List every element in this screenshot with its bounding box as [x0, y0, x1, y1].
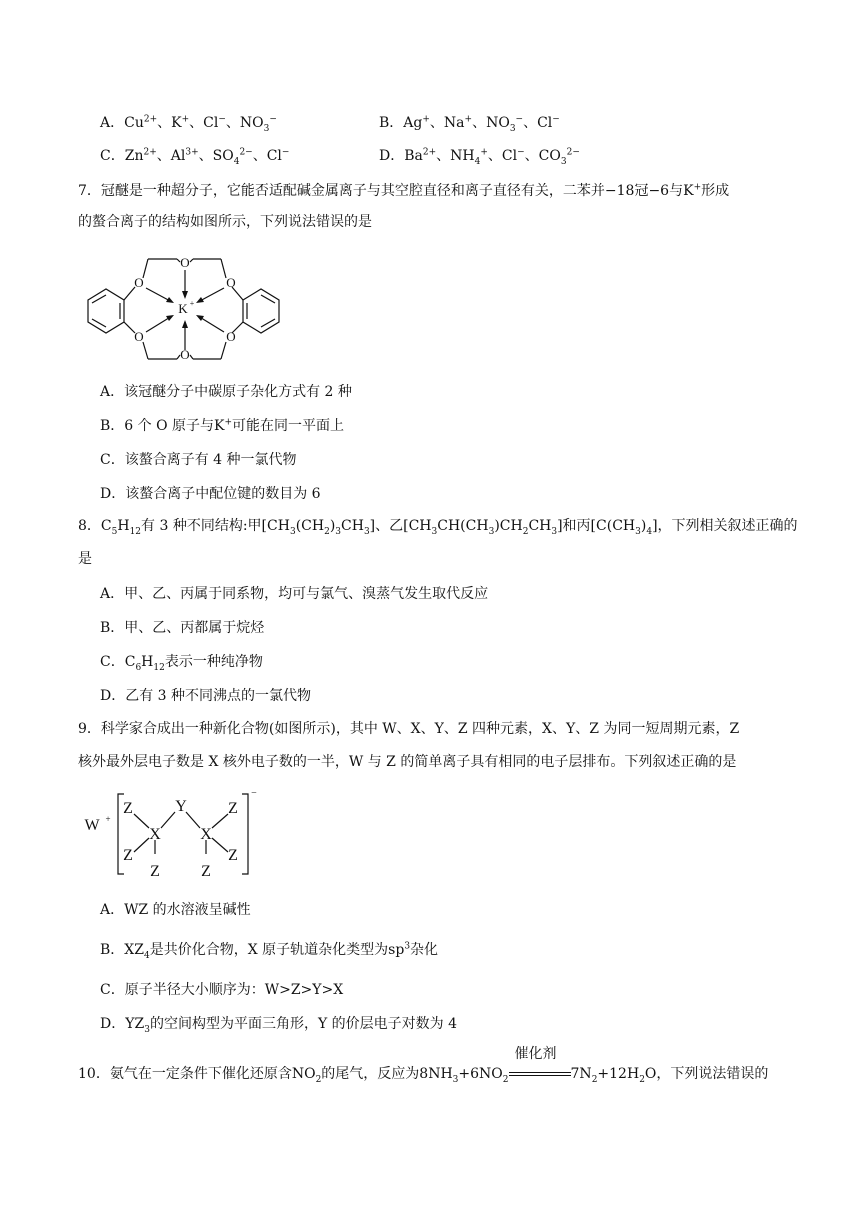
- x-atom-label: X: [200, 826, 212, 843]
- w-atom-label: W: [84, 817, 100, 834]
- q6-option-c: C．$Zn^{2+}$、$Al^{3+}$、$SO_4^{2-}$、Cl−: [100, 147, 290, 167]
- q7-option-a: A．该冠醚分子中碳原子杂化方式有 2 种: [100, 384, 352, 400]
- x-atom-label: X: [149, 826, 161, 843]
- q9-option-d: D．$YZ_3$的空间构型为平面三角形，Y 的价层电子对数为 4: [100, 1016, 458, 1035]
- oxygen-label: O: [134, 329, 144, 344]
- q9-option-b: B．$XZ_4$是共价化合物，X 原子轨道杂化类型为$sp^3$杂化: [100, 941, 439, 961]
- q9-stem-line2: 核外最外层电子数是 X 核外电子数的一半，W 与 Z 的简单离子具有相同的电子层排布。下列叙述正确的是: [78, 754, 737, 770]
- q8-stem-line1: 8．$C_5H_{12}$有 3 种不同结构:甲$[CH_3(CH_2)_3CH_3]$、乙$[CH_3CH(CH_3)CH_2CH_3]$和丙$[C(CH_3)_4]$，下列相关叙述正确的: [78, 518, 798, 537]
- catalyst-label: 催化剂: [514, 1046, 557, 1062]
- z-atom-label: Z: [228, 800, 238, 817]
- q6-option-b: B．Ag+、Na+、$NO_3^-$、Cl−: [379, 114, 560, 134]
- oxygen-label: O: [134, 275, 144, 290]
- q9-stem-line1: 9．科学家合成出一种新化合物(如图所示)，其中 W、X、Y、Z 四种元素，X、Y、Z 为同一短周期元素，Z: [78, 721, 740, 737]
- q10-stem-line1: 10．氨气在一定条件下催化还原含$NO_2$的尾气，反应为$8NH_3+6NO_2$ 催化剂 $7N_2+12H_2O$，下列说法错误的: [78, 1046, 769, 1085]
- anion-charge-label: −: [251, 788, 257, 799]
- q8-option-b: B．甲、乙、丙都属于烷烃: [100, 620, 265, 636]
- z-atom-label: Z: [201, 863, 211, 880]
- q8-option-d: D．乙有 3 种不同沸点的一氯代物: [100, 688, 312, 704]
- potassium-label: K: [178, 301, 188, 316]
- q9-option-c: C．原子半径大小顺序为：W>Z>Y>X: [100, 982, 344, 998]
- q8-option-c: C．$C_6H_{12}$表示一种纯净物: [100, 654, 263, 673]
- oxygen-label: O: [180, 255, 190, 270]
- z-atom-label: Z: [123, 800, 133, 817]
- potassium-charge: +: [189, 299, 195, 308]
- q6-option-a: A．$Cu^{2+}$、K+、Cl−、$NO_3^-$: [100, 114, 277, 134]
- q7-option-d: D．该螯合离子中配位键的数目为 6: [100, 486, 321, 502]
- q9-option-a: A．WZ 的水溶液呈碱性: [100, 902, 251, 918]
- compound-structure-figure: [78, 788, 268, 883]
- oxygen-label: O: [180, 347, 190, 362]
- crown-ether-k-complex-figure: [78, 245, 293, 370]
- q8-option-a: A．甲、乙、丙属于同系物，均可与氯气、溴蒸气发生取代反应: [100, 586, 489, 602]
- catalyst-arrow: [509, 1046, 571, 1084]
- q7-option-b: B．6 个 O 原子与K+可能在同一平面上: [100, 417, 345, 434]
- z-atom-label: Z: [123, 847, 133, 864]
- y-atom-label: Y: [175, 798, 187, 815]
- z-atom-label: Z: [150, 863, 160, 880]
- z-atom-label: Z: [228, 847, 238, 864]
- oxygen-label: O: [226, 329, 236, 344]
- q6-option-d: D．$Ba^{2+}$、$NH_4^+$、Cl−、$CO_3^{2-}$: [379, 147, 580, 167]
- oxygen-label: O: [226, 275, 236, 290]
- q7-stem-line2: 的螯合离子的结构如图所示，下列说法错误的是: [78, 214, 372, 230]
- q7-option-c: C．该螯合离子有 4 种一氯代物: [100, 452, 297, 468]
- w-charge-label: +: [105, 814, 111, 824]
- q8-stem-line2: 是: [78, 551, 92, 567]
- q7-stem-line1: 7．冠醚是一种超分子，它能否适配碱金属离子与其空腔直径和离子直径有关，二苯并−18冠−6与K+形成: [78, 182, 730, 199]
